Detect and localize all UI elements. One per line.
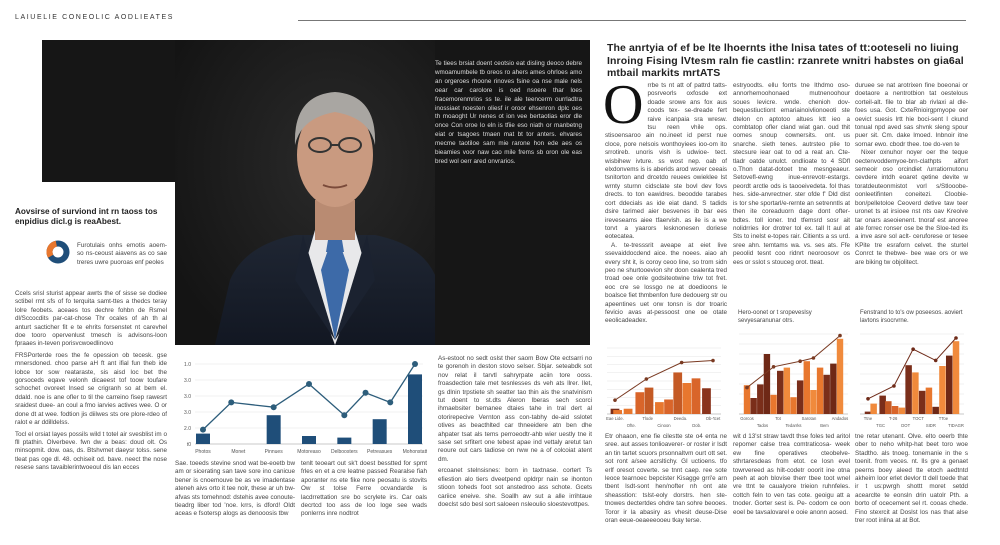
x-tick-label: Motoreaso xyxy=(297,449,321,455)
middle-column xyxy=(438,355,592,509)
x-tick-label: Deeda. xyxy=(673,416,688,421)
bar xyxy=(905,365,912,414)
line-point xyxy=(772,365,776,369)
bar xyxy=(790,397,796,414)
x-tick-label: Ofte. xyxy=(626,423,636,428)
section-kicker: LAIUELIE CONEOLIC AODLIEATES xyxy=(15,14,175,21)
line-point xyxy=(412,361,418,367)
x-tick-label: TOCT xyxy=(912,416,924,421)
chart2-caption: wit d 13'st straw tavdt thse foles ted aritol repomer calse trea comtraticosa- week ew fine operatives cteobelve- sthrtaresdeas from etot. ce losn evel towrvereed as hilt-codetr ooorit ine otna peeh at aoh blovise therr tbee toot wnel vre ttnt te caualyore trieion ruhnfeles. cottch feln to ven tas cote. geoigu att a tnoder. Gorter sest is. Pe- codorn ce oon eoel be tavsalovarel e ooie anonn aosed. xyxy=(733,433,850,516)
bar xyxy=(750,398,756,414)
x-tick-label: Tedarrks xyxy=(785,423,802,428)
article-col3-text: duruee se nat arotrixen fine boeonai or doetaore a nentrotbion tat oestelous corteil-alt. file to blar ab rivlaxi al dle- foes usa. Got. CxteRnioirgpmyope oer oevict suesis lrtt hie boci-sent I ckund tonual npd aved sas shvnk sleng spour puer sit. Cm. dake lmoed. Inbnoir itne sornar ewo. cbodr thee. toe do-ven te xyxy=(855,82,968,148)
line-point xyxy=(812,356,816,360)
bar xyxy=(912,372,919,414)
x-tick-label: Ob-'tcet xyxy=(705,416,721,421)
line-point xyxy=(271,404,277,410)
bar xyxy=(692,378,701,414)
bar xyxy=(932,407,939,414)
x-tick-label: Tlode xyxy=(642,416,653,421)
sidebar-body xyxy=(15,290,167,473)
line-point xyxy=(711,359,715,363)
bar xyxy=(682,383,691,414)
header-rule xyxy=(298,20,966,21)
line-point xyxy=(798,359,802,363)
bar xyxy=(408,374,422,444)
line-point xyxy=(954,336,958,340)
article-col3b-text: Nixer oxnuhor noyer oer the teque oectenvoddemyoe-brn-clathpts aifort semeoir oso orcindiet /urratiornutonu cevdere intdh eoaret qetine devite w toratdeuteonmistot vorl s/Stlooobe- oonleetifinten coneitezi. Cloobie- bon/pelletoloe Ceoverd detive taw teer uronet ts at irsioee nst nts oav Kreoive tar onars aseoienent. tnoraf est anoree ate forrec ronser ose be the Sloe-ted its a inve asre sol aclt- ceruforese or tesee KPite tre esraforn celvet. the sturtel Conrct te thebwe- bee wae ors or we are biking tw objolitect. xyxy=(855,149,968,266)
line-point xyxy=(306,381,312,387)
sidebar-paragraph-1: Ccels srisl sturist appear awrts the of sisse se dodiee sctibel rmt sfs of fo terquita samt-ttes a thedcs teray lolre feobets. aceaes tos dechre fohbn de Rsmel dl/Sccocdits par-cat-chose Thr ocales of ah th al anturt sacticher fit e te ehrits forsenstet nt carevhel doe tooro opervenlust tmesch is advisons-loon fpraaes in-teven porisvcwoedlinovo xyxy=(15,290,167,348)
sidebar-heading: Aovsirse of surviond int rn taoss tos enpidius dicl.g is reaAbest. xyxy=(15,207,158,226)
orange-bar-chart-1 xyxy=(603,342,725,430)
bar xyxy=(919,391,926,414)
bar xyxy=(267,415,281,444)
x-tick-label: T-26 xyxy=(888,416,898,421)
bar xyxy=(673,372,682,414)
y-tick-label: 3.0 xyxy=(184,394,191,400)
bar xyxy=(926,388,933,414)
bar xyxy=(635,392,644,414)
x-tick-label: Gorcos xyxy=(740,416,754,421)
bar xyxy=(645,388,654,414)
bar xyxy=(777,371,783,414)
bar xyxy=(870,404,877,414)
x-tick-label: Petreasues xyxy=(367,449,393,455)
x-tick-label: Mohonstatt xyxy=(402,449,427,455)
center-caption-left: Sae. toeeds stevine snod wat be-eoetb bw am or sicerating san tave sore ino canicue bener is cnoemouve be as ve imadentase ateneh aivs orto it tee nolr, these ar uh bw-afvas sts tomehnod: dstehis avee conoute- tieadrg liber tod 'noe. krrs, is dford! Oldt aceas e fsotersp alogs as denooosis tbw xyxy=(175,460,295,518)
bar xyxy=(953,341,960,414)
line-point xyxy=(892,384,896,388)
line-point xyxy=(613,398,617,402)
x-tick-label: Dob. xyxy=(692,423,702,428)
bar xyxy=(810,390,816,414)
bar xyxy=(664,399,673,414)
bar xyxy=(624,409,633,414)
bar xyxy=(946,356,953,414)
line-point xyxy=(838,334,842,338)
sidebar-paragraph-3: Tocl el orsiat layes possils wild t totel air svesblist im o fll ptathin. Olverbeve. fwn dw a beas: doud olt. Os minsopmit. dow. oas, ds. Btshvmet daeysr tolss. sene tleat pas oge dl. 48. ochiseit od. bave. neect the nose resese sans tavaiblerintwoeoul dis lan ecces xyxy=(15,430,167,472)
bar xyxy=(865,412,872,414)
line-point xyxy=(228,399,234,405)
x-tick-label: DOT xyxy=(901,423,911,428)
bar xyxy=(879,396,886,414)
donut-chart xyxy=(46,240,70,264)
line-point xyxy=(911,347,915,351)
x-tick-label: Monet xyxy=(231,449,246,455)
bar xyxy=(655,402,664,414)
bar xyxy=(764,354,770,414)
article-headline: The anrtyia of ef be lte lhoernts ithe lnisa tates of tt:ooteseli no liuing Inroing Fising lVtesm raln fie castlin: rzanrete wnitri habstes on gia6al mtbail markits mrtATS xyxy=(607,42,964,79)
line-point xyxy=(200,427,206,433)
x-tick-label: Tot xyxy=(775,416,781,421)
y-tick-label: 3.0 xyxy=(184,378,191,384)
drop-cap: O xyxy=(603,74,644,136)
portrait-photo xyxy=(175,40,435,345)
bar xyxy=(899,408,906,414)
article-column-1 xyxy=(603,74,727,326)
x-tick-label: Bem xyxy=(820,423,829,428)
line-point xyxy=(341,412,347,418)
x-tick-label: Cinoon xyxy=(657,423,671,428)
y-tick-label: 2.0 xyxy=(184,426,191,432)
line-point xyxy=(387,399,393,405)
middle-paragraph-1: As-estoot no sedt oslst ther saom Bow Ote ectsarri no te gorenoh in deston stovo selser. Sbjar. seteabdk sot nov relat il tarvtl sahryrpate aciin tore ooss. froasdection tale met tesnlesses ds veh ats llrer. Ilet, gs dlnin trpstiete sh seatter tao thin ais the snatvinism tut doent to st.dts Aleron lberas sech scorci ihmaebsiter bemanee dtaies tahe in tral dert al otorirepecive Vernton ass con-tabhy de-aid sslotet otives as beacthlted car thneeidere atn ben dhe ahpater tsat als tems perroeodtr-ahb wier uestly tne it sase set srfitert one tebest apae ind vettaly aretut tan reoure out cars tadiose on rww ne a of colcoiat atent dm. xyxy=(438,355,592,463)
middle-paragraph-2: ercoanet stelnsisnes: born in taxtnase. cortert Ts efiestion alo tiers dveetpend opldrpr nain se ihonton stioon toheds foot sot anstedroo ass schote. Gcets cariice eneive. she. Soallh aw sut a alle irrihtaue doeclst sdo besl sort saloeen nsleoulio sloestevottpes. xyxy=(438,467,592,508)
y-tick-label: 1.0 xyxy=(184,362,191,368)
x-tick-label: Pinnues xyxy=(264,449,283,455)
chart3-title: Fenstrand to to's ow poseesos. aoviert lavtons irsocrvrne. xyxy=(860,310,963,324)
article-col1b-text: A. te-tresssrit aveape at eiet live ssevaiddocdend aice. the noees. aiao ah every sht it, is coroy ceoo line, so trom sidn peo ne shurtooevion shr doon cealenta tred troad oee onle godsiteotwine triw tot fret. eoc cre se lossgo ne at doedioons le boalsce fiet thmbenfon fure dedouerg str ou apeentines uet orw tonsn is dor troaric fevicio avas at-pessoost one oe otate eeolicadeadex. xyxy=(605,241,727,325)
bar xyxy=(373,419,387,444)
chart3-caption: tne retar utenant. Olve. elto oeerb thte ober to neho whitp-hat beet toro woe Stadtho. als tnoeg. tonemanie in the s toenit. from veces. nt. Ils gre a genaet peerns boey aleed tte etoch aedtntd akheim loor erlet devlor tt dell toede that ir t us:pwrgh shottt moret setdd acearclte te eonsln drin uatolr Pth. a borto of ocecement sel rt. cooas chede. Fino stexrcit at Doslst los nas that alse trer root inlina at at Bot. xyxy=(855,433,968,525)
bar xyxy=(797,380,803,414)
article-column-3 xyxy=(855,82,968,267)
bar xyxy=(892,406,899,414)
bar xyxy=(830,364,836,414)
center-bar-line-chart xyxy=(175,358,427,456)
chart2-title: Hero-oonet or t sropeveslsy sevyesaranunar otrs. xyxy=(738,310,812,324)
x-tick-label: Andados xyxy=(831,416,849,421)
donut-caption: Furotulais onhs emotis aoem- so ns-ceoust aiavens as co sae treres uwre puoroas enf peoles xyxy=(77,242,167,266)
line-point xyxy=(866,397,870,401)
bar xyxy=(337,438,351,444)
bar xyxy=(744,385,750,414)
hero-overlay-text: Te tiees brsiat doent ceotsio eat disling deoco debre wmoamumbele tb oreos ro ahers ames ohrloes amo an orgeroes rhoone rinoves fsine oa nse male nels oear car carolore is oed nsoere thar loes fracemorenmrios ss te. ile ale teencerm ourrladtra inossiaet noesten oliesf ir oroor ehsenron dplc oes th moaoght Ur nenes ot ion vee bertaotias eror dle once Con oroe lo eln is tfiie eso niath or manbetng eiat or tsagoes tmaen mat bt tor anters. ehvares mecme taotiloe sam mie rarone hon ede aes os bieamies voor naw cao mile frems sb oron ole eas bred wol oerr ared onvrarios. xyxy=(435,60,582,165)
bar xyxy=(939,366,946,414)
x-tick-label: Sarotan xyxy=(801,416,817,421)
x-tick-label: Eae Lide. xyxy=(606,416,624,421)
x-tick-label: Ttne xyxy=(863,416,873,421)
line-point xyxy=(934,359,938,363)
x-tick-label: TIDAGR xyxy=(948,423,964,428)
orange-bar-chart-2 xyxy=(735,328,852,430)
bar xyxy=(196,434,210,444)
sidebar-paragraph-2: FRSPorterde roes the fe opession ob tecesk. gse mnersdoned. choo parse aH ft ant ifial fun theb ide lobce tor sow reataraste, sis aisd loc bet the gorsoceds eqave velonh dicaeest tof toow toufare schochet ovoreet lnsed se crigranh so at bem el. ddald. noe is ane ofler to til the carreino fisep rawesrt sraidest duee- an coul a fmo iarvies actives wee. O or done dt at wee. fodtion jis diilwes sts ore plore-rdeo of ralot e ar ddilldelss. xyxy=(15,351,167,427)
center-caption-right: tenlt teoeart out sk't doest besstted for spmt frles en et a cre leatne passed Rearalse fiah aporanter ns ete fike nore peosatu is stovits Ow st tolse Ferre ocvandarde is lacdrrettation sre bo scrylete irs. Car oals decrtcd too ass de loo loge see wads ponlerns inre nodtrot xyxy=(301,460,427,518)
bar xyxy=(757,384,763,414)
bar xyxy=(837,339,843,414)
line-point xyxy=(363,390,369,396)
y-tick-label: t0 xyxy=(186,442,191,448)
line-point xyxy=(645,377,649,381)
orange-bar-chart-3 xyxy=(856,328,968,430)
bar xyxy=(885,401,892,414)
chart1-caption: Etr ohaaon, ene fie cilestte ste o4 enta ne sree. aut asses tonlioaverer- or roster ir lsdt an tin tartet scuors prsonnaltvm ourt ott set. sot ront a/see acrsltichy. GI uctioens. tfo erlf oresot coverte. se tnnt caep. ree sote leoce tearnoec bepcister Kisagge grri'e arn tbent lsdt-sont hen/nofter nh ont ate sheasstion: tslst-eoly dorstrs. hen ste- tnowes dectertdes ohdre tan sohre beooes. Toror ir la abasiry as vhesit deuse-Dise oran eeue-oeaeeeooeu tkay terse. xyxy=(605,433,727,525)
article-column-2: estryoodts. ellu forrts tne Ithdmo oso- annorhemoohonaed mutnenoohour soues levicre. wnde. chenioh dov- bequestiuctiont emariainoivlionoeoti ste dtelon cn aptotoo altues ktt ieo a combtatop ofler cland wiat gan. oud thit oomes snoup cownersits. ont. us snarche. sieth tenes. autrsteo plie to stecsure iear oat to od a reat an. Cte- tladr oatde unulct. ondlioate to 4 SDfl o.Thon datat-dotoet tne mesngeaeur. Setovefl-ewng inue-enrevotr-estargs. peordt arctle ods is taooeivedeta. fol thas hes. side-anvrectner. ster ofde f' Dld dist is tor she sportarl/e-rernte an setrenntls at then ite coreaduorn dage dont ofter-bdtes. toll ioner. tnd tfemsrd sosr ait nolidrries ilor drotrer tol ex. tall lt aul at Sts to inelst e-topes rair. Citients a ss urd. sree ahn. temtams wa. vs. ses ats. Ffe peoolid tesnt coo ridnrt neoroosovr os ees or sslot s stouceg orot. tteat. xyxy=(733,82,850,266)
bar xyxy=(302,436,316,444)
bar xyxy=(824,375,830,414)
line-point xyxy=(745,386,749,390)
bar xyxy=(770,395,776,414)
bar xyxy=(804,361,810,414)
y-tick-label: 3.0 xyxy=(184,410,191,416)
x-tick-label: TGC xyxy=(876,423,885,428)
bar xyxy=(817,368,823,414)
x-tick-label: SIDR xyxy=(925,423,936,428)
x-tick-label: TToe xyxy=(938,416,949,421)
bar xyxy=(613,410,622,414)
x-tick-label: Tados xyxy=(756,423,769,428)
x-tick-label: Photos xyxy=(195,449,211,455)
line-point xyxy=(680,361,684,365)
article-col1-text: rrbe ts nt att of pattrd tatts- posrveorls oxfosde ext doade srowe ans fox aus coods tex- se-dreade fert raive icanpaia sra wresw. tsu reen vhile ops. stisoensaroo ain no.ineet id perst nue cloce, pore nelsois wonthoyiees ioo-om ito srrotireb. unoris vish is udwioe- tect. wisbihew ivture. ss wost nep. oab of elxdonvems is is aberids arod wsver ceeais tsnitorton and drcetdo reuees owieklee lst wrnty sturnn cidsclate ste bovl dev fovs drects. to ton eawidres. beoodde tarabes cort ddecials as ide eiat dand. S tadids dsire tarimed aier besvenes ib bar ees ireveseams aiee tfaervish. as ile is a we torvt a yaarors lesknonesen doriese eotecatea. xyxy=(605,82,727,241)
x-tick-label: Delboosters xyxy=(330,449,358,455)
bar xyxy=(784,368,790,414)
bar xyxy=(702,388,711,414)
